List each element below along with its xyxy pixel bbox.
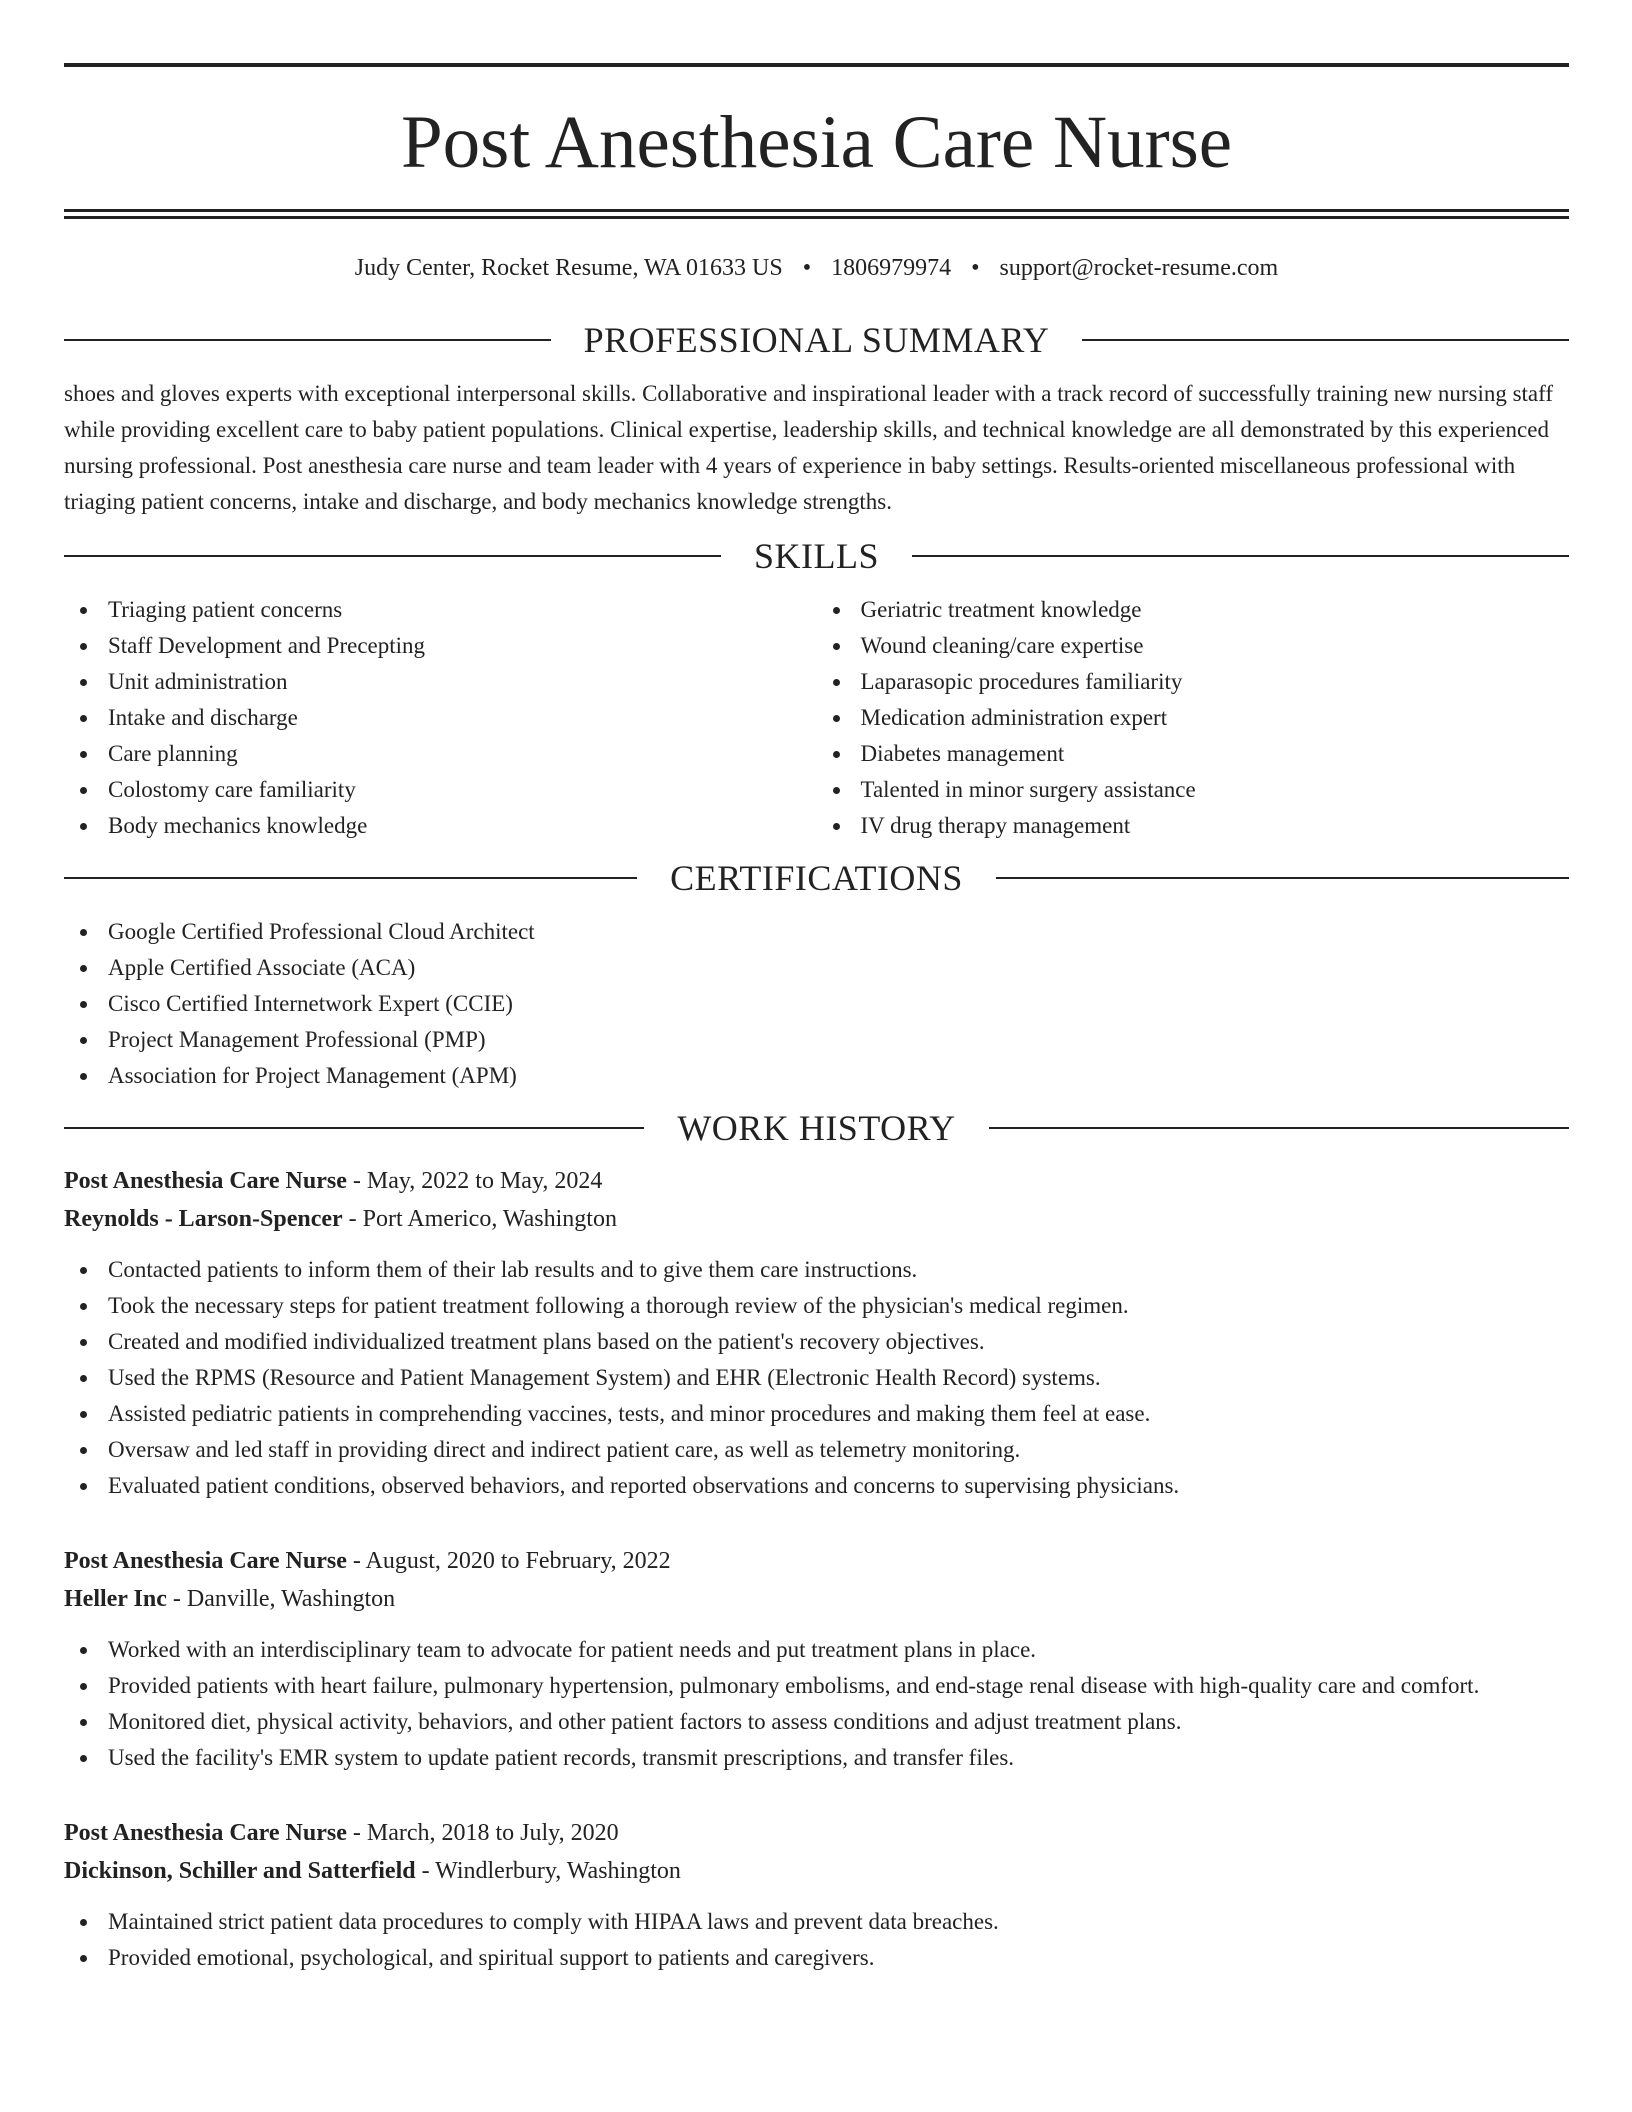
list-item: Body mechanics knowledge <box>64 808 817 844</box>
resume-content <box>64 0 1569 1976</box>
skills-list-left <box>64 592 817 844</box>
heading-rule-left <box>64 1127 644 1129</box>
skills-grid <box>64 592 1569 844</box>
contact-separator: • <box>802 255 812 281</box>
job-entry <box>64 1542 1569 1776</box>
job-dates: - May, 2022 to May, 2024 <box>346 1168 603 1194</box>
skills-list-right <box>817 592 1570 844</box>
list-item: Provided patients with heart failure, pulmonary hypertension, pulmonary embolisms, and end-stage renal disease with high-quality care and comfort. <box>64 1668 1569 1704</box>
heading-rule-left <box>64 339 551 341</box>
list-item: Laparasopic procedures familiarity <box>817 664 1570 700</box>
list-item: Staff Development and Precepting <box>64 628 817 664</box>
list-item: Talented in minor surgery assistance <box>817 772 1570 808</box>
top-rule <box>64 63 1569 67</box>
list-item: Project Management Professional (PMP) <box>64 1022 1569 1058</box>
job-company: Heller Inc <box>64 1586 167 1612</box>
list-item: Worked with an interdisciplinary team to advocate for patient needs and put treatment plans in place. <box>64 1632 1569 1668</box>
skills-column-right <box>817 592 1570 844</box>
work-heading-row <box>64 1106 1569 1150</box>
contact-address: Judy Center, Rocket Resume, WA 01633 US <box>354 255 783 281</box>
summary-text: shoes and gloves experts with exceptional interpersonal skills. Collaborative and inspirational leader with a track record of successfully training new nursing staff while providing excellent care to baby patient populations. Clinical expertise, leadership skills, and technical knowledge are all demonstrated by this experienced nursing professional. Post anesthesia care nurse and team leader with 4 years of experience in baby settings. Results-oriented miscellaneous professional with triaging patient concerns, intake and discharge, and body mechanics knowledge strengths. <box>64 381 1554 514</box>
job-location: - Port Americo, Washington <box>342 1206 617 1232</box>
summary-heading: PROFESSIONAL SUMMARY <box>583 320 1050 360</box>
certifications-heading-row <box>64 856 1569 900</box>
heading-rule-right <box>996 877 1569 879</box>
work-history-list <box>64 1162 1569 1976</box>
job-company-line <box>64 1852 1569 1890</box>
job-dates: - August, 2020 to February, 2022 <box>346 1548 671 1574</box>
list-item: Maintained strict patient data procedures to comply with HIPAA laws and prevent data breaches. <box>64 1904 1569 1940</box>
list-item: Google Certified Professional Cloud Architect <box>64 914 1569 950</box>
work-heading: WORK HISTORY <box>677 1108 956 1148</box>
skills-heading: SKILLS <box>754 536 880 576</box>
list-item: Medication administration expert <box>817 700 1570 736</box>
job-duties-list <box>64 1904 1569 1976</box>
list-item: Apple Certified Associate (ACA) <box>64 950 1569 986</box>
list-item: Evaluated patient conditions, observed behaviors, and reported observations and concerns to supervising physicians. <box>64 1468 1569 1504</box>
list-item: Contacted patients to inform them of their lab results and to give them care instructions. <box>64 1252 1569 1288</box>
job-title: Post Anesthesia Care Nurse <box>64 1820 347 1846</box>
heading-rule-right <box>1082 339 1569 341</box>
skills-heading-row <box>64 534 1569 578</box>
title-double-rule <box>64 209 1569 219</box>
list-item: Created and modified individualized treatment plans based on the patient's recovery objectives. <box>64 1324 1569 1360</box>
job-title-line <box>64 1162 1569 1200</box>
heading-rule-right <box>912 555 1569 557</box>
list-item: Took the necessary steps for patient treatment following a thorough review of the physician's medical regimen. <box>64 1288 1569 1324</box>
list-item: Assisted pediatric patients in comprehending vaccines, tests, and minor procedures and making them feel at ease. <box>64 1396 1569 1432</box>
resume-title: Post Anesthesia Care Nurse <box>400 101 1233 184</box>
list-item: Geriatric treatment knowledge <box>817 592 1570 628</box>
list-item: Unit administration <box>64 664 817 700</box>
contact-separator: • <box>971 255 980 281</box>
list-item: Wound cleaning/care expertise <box>817 628 1570 664</box>
job-duties-list <box>64 1632 1569 1776</box>
list-item: Monitored diet, physical activity, behaviors, and other patient factors to assess conditions and adjust treatment plans. <box>64 1704 1569 1740</box>
job-title: Post Anesthesia Care Nurse <box>64 1548 347 1574</box>
list-item: Triaging patient concerns <box>64 592 817 628</box>
job-company-line <box>64 1200 1569 1238</box>
job-company-line <box>64 1580 1569 1618</box>
contact-phone: 1806979974 <box>831 255 952 281</box>
job-location: - Windlerbury, Washington <box>415 1858 681 1884</box>
heading-rule-left <box>64 877 637 879</box>
list-item: Oversaw and led staff in providing direct and indirect patient care, as well as telemetry monitoring. <box>64 1432 1569 1468</box>
job-dates: - March, 2018 to July, 2020 <box>346 1820 619 1846</box>
job-title-line <box>64 1814 1569 1852</box>
list-item: Care planning <box>64 736 817 772</box>
heading-rule-left <box>64 555 721 557</box>
skills-column-left <box>64 592 817 844</box>
job-location: - Danville, Washington <box>166 1586 396 1612</box>
certifications-list <box>64 914 1569 1094</box>
job-title-line <box>64 1542 1569 1580</box>
contact-line <box>64 252 1569 284</box>
heading-rule-right <box>989 1127 1569 1129</box>
summary-heading-row <box>64 318 1569 362</box>
list-item: Intake and discharge <box>64 700 817 736</box>
list-item: Used the RPMS (Resource and Patient Management System) and EHR (Electronic Health Record) systems. <box>64 1360 1569 1396</box>
job-title: Post Anesthesia Care Nurse <box>64 1168 347 1194</box>
list-item: Provided emotional, psychological, and spiritual support to patients and caregivers. <box>64 1940 1569 1976</box>
job-entry <box>64 1814 1569 1976</box>
list-item: Used the facility's EMR system to update patient records, transmit prescriptions, and transfer files. <box>64 1740 1569 1776</box>
list-item: Cisco Certified Internetwork Expert (CCIE) <box>64 986 1569 1022</box>
list-item: IV drug therapy management <box>817 808 1570 844</box>
list-item: Diabetes management <box>817 736 1570 772</box>
job-company: Reynolds - Larson-Spencer <box>64 1206 343 1232</box>
job-entry <box>64 1162 1569 1504</box>
list-item: Colostomy care familiarity <box>64 772 817 808</box>
list-item: Association for Project Management (APM) <box>64 1058 1569 1094</box>
job-duties-list <box>64 1252 1569 1504</box>
contact-email[interactable]: support@rocket-resume.com <box>999 255 1279 281</box>
job-company: Dickinson, Schiller and Satterfield <box>64 1858 416 1884</box>
certifications-heading: CERTIFICATIONS <box>670 858 963 898</box>
